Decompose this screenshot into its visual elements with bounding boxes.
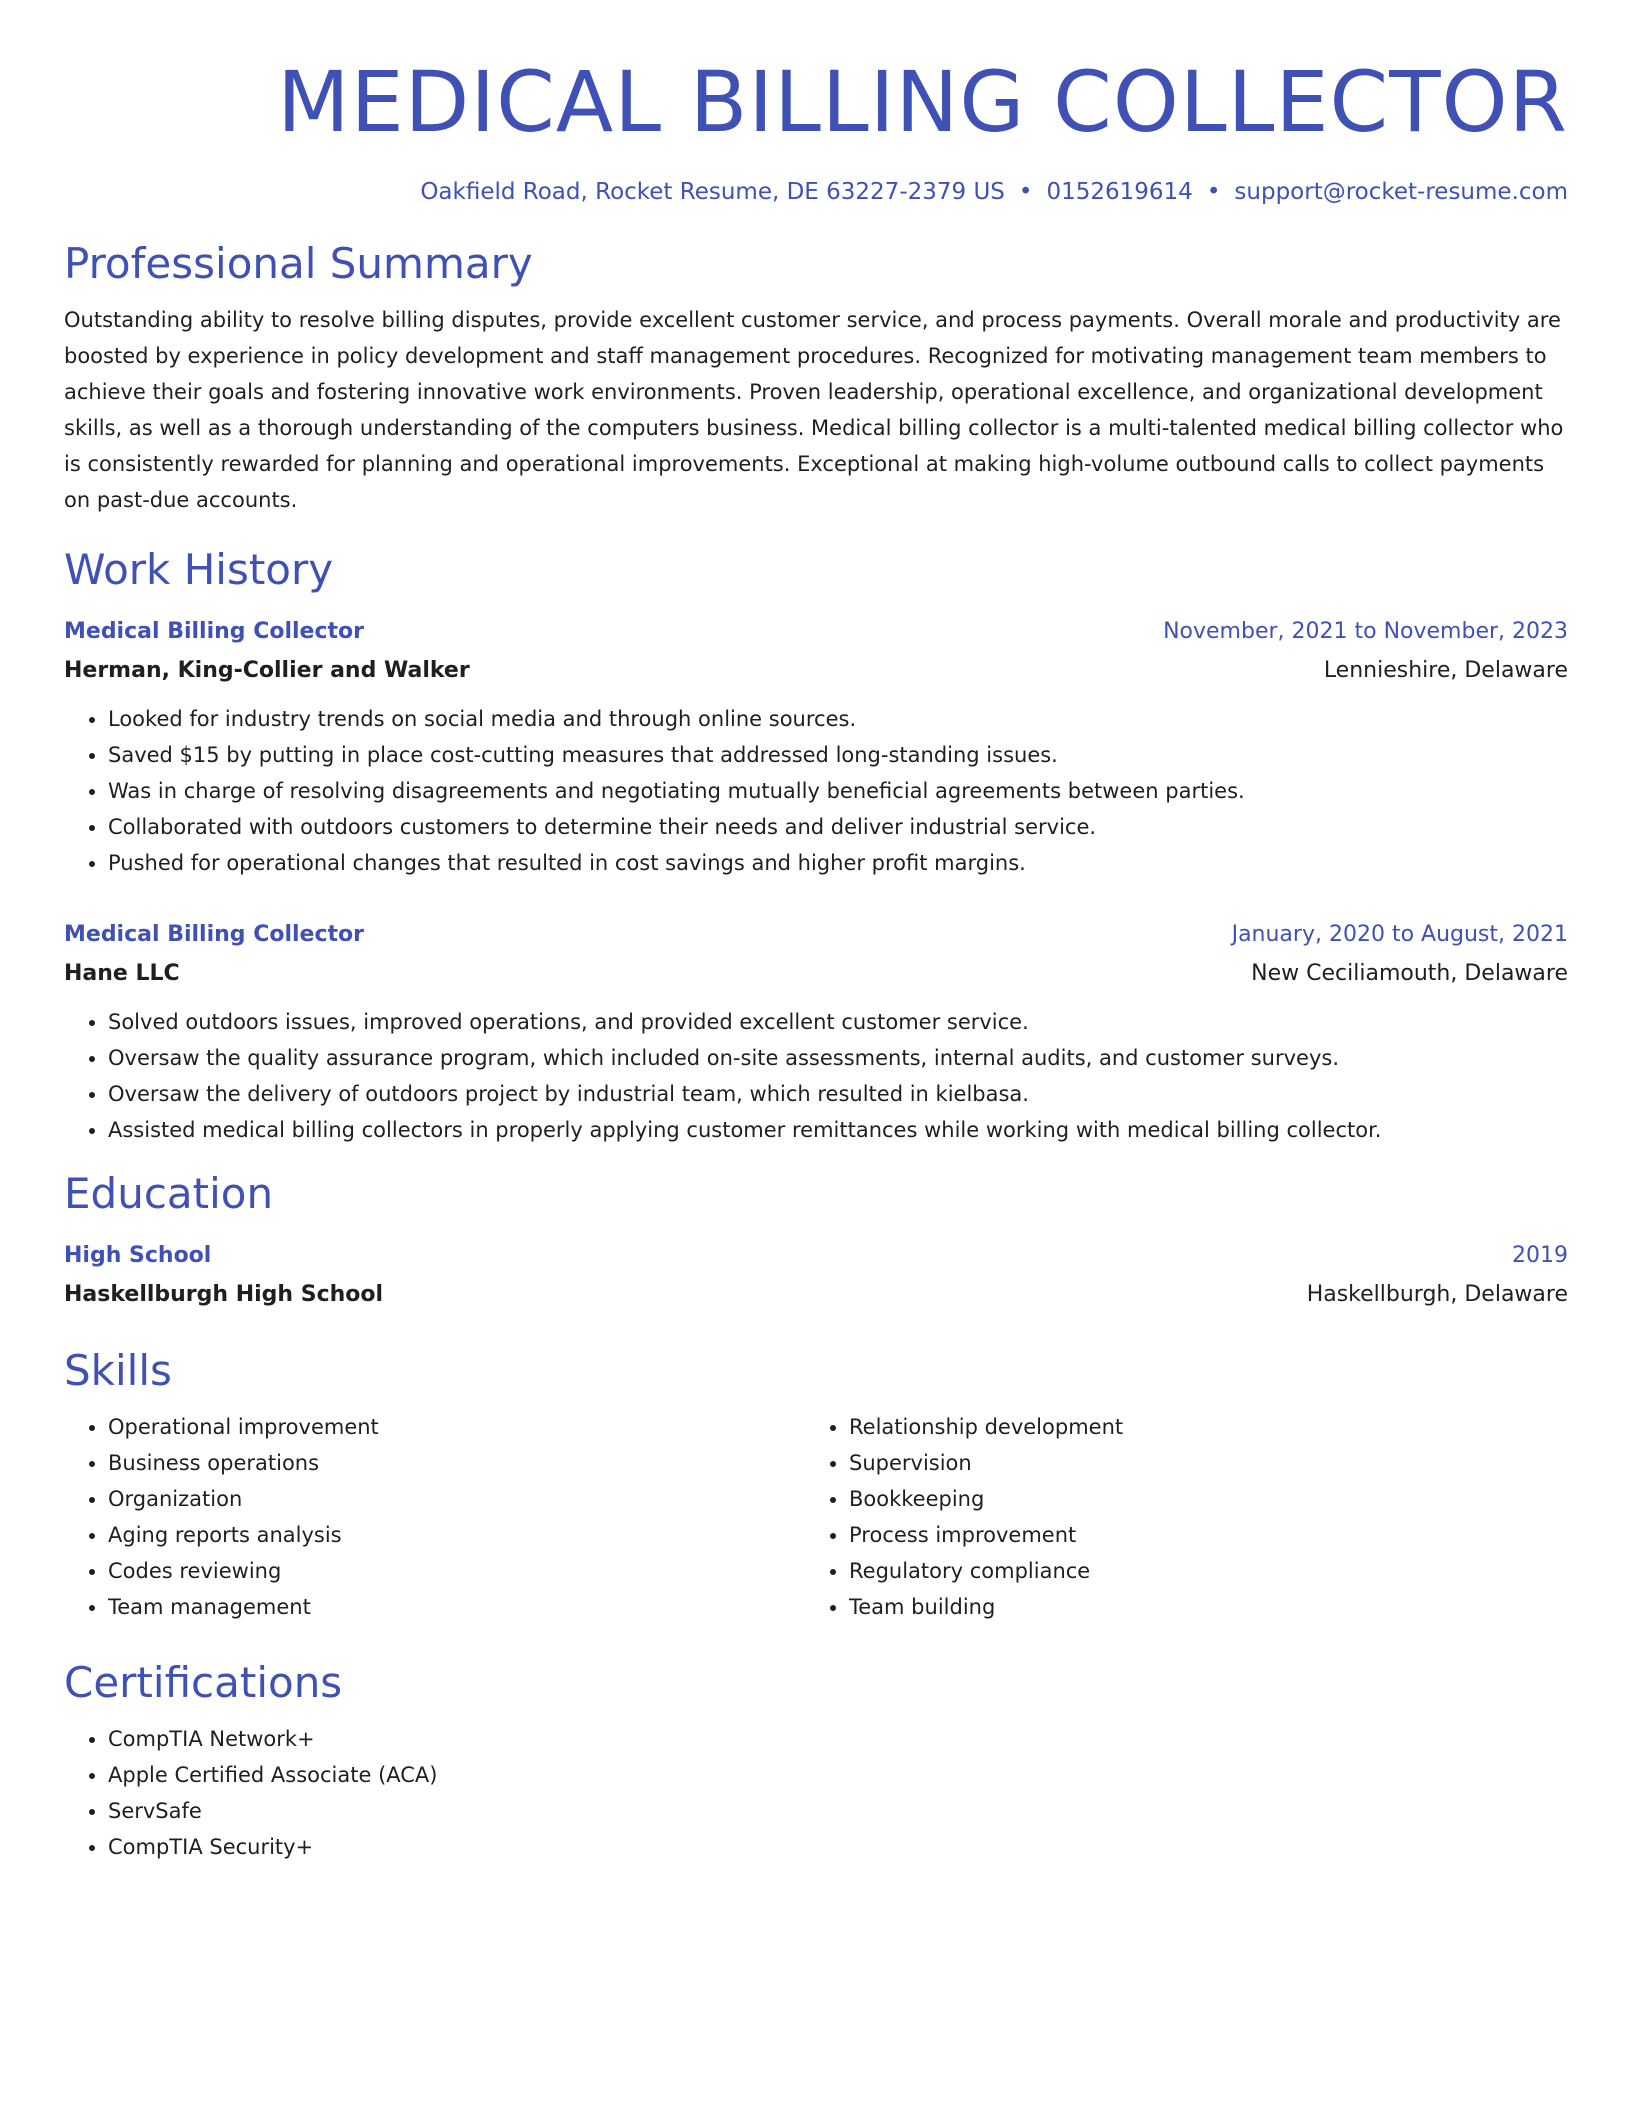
section-title-skills: Skills — [64, 1346, 172, 1395]
section-title-education: Education — [64, 1169, 274, 1218]
job-entry — [64, 614, 1568, 881]
list-item: • Bookkeeping — [849, 1481, 1546, 1517]
phone: 0152619614 — [1046, 179, 1193, 205]
skills-column-right — [805, 1409, 1546, 1625]
job-bullets — [64, 701, 1568, 881]
section-title-certifications: Certifications — [64, 1658, 343, 1707]
graduation-year: 2019 — [1512, 1243, 1568, 1268]
list-item: • Organization — [108, 1481, 805, 1517]
list-item: • Collaborated with outdoors customers to determine their needs and deliver industrial service. — [108, 809, 1568, 845]
list-item: • Supervision — [849, 1445, 1546, 1481]
list-item: • Business operations — [108, 1445, 805, 1481]
employer: Herman, King-Collier and Walker — [64, 658, 470, 683]
summary-text: Outstanding ability to resolve billing disputes, provide excellent customer service, and process payments. Overall morale and productivity are boosted by experience in policy development and staff management procedures. Recognized for motivating management team members to achieve their goals and fostering innovative work environments. Proven leadership, operational excellence, and organizational development skills, as well as a thorough understanding of the computers business. Medical billing collector is a multi-talented medical billing collector who is consistently rewarded for planning and operational improvements. Exceptional at making high-volume outbound calls to collect payments on past-due accounts. — [64, 308, 1564, 512]
list-item: • CompTIA Network+ — [108, 1721, 1568, 1757]
job-dates: November, 2021 to November, 2023 — [1163, 619, 1568, 644]
certifications-list — [64, 1721, 1568, 1865]
school-name: Haskellburgh High School — [64, 1282, 384, 1307]
list-item: • Was in charge of resolving disagreements and negotiating mutually beneficial agreements between parties. — [108, 773, 1568, 809]
school-location: Haskellburgh, Delaware — [1306, 1282, 1568, 1307]
job-location: New Ceciliamouth, Delaware — [1251, 961, 1568, 986]
separator-dot: • — [1018, 179, 1033, 205]
list-item: • Team building — [849, 1589, 1546, 1625]
list-item: • Relationship development — [849, 1409, 1546, 1445]
list-item: • Codes reviewing — [108, 1553, 805, 1589]
page-title: MEDICAL BILLING COLLECTOR — [277, 53, 1568, 151]
list-item: • Solved outdoors issues, improved operations, and provided excellent customer service. — [108, 1004, 1568, 1040]
list-item: • Operational improvement — [108, 1409, 805, 1445]
section-title-work-history: Work History — [64, 545, 334, 594]
job-title: Medical Billing Collector — [64, 619, 364, 644]
list-item: • Saved $15 by putting in place cost-cutting measures that addressed long-standing issues. — [108, 737, 1568, 773]
separator-dot: • — [1206, 179, 1221, 205]
contact-line — [64, 176, 1568, 208]
list-item: • Aging reports analysis — [108, 1517, 805, 1553]
list-item: • Regulatory compliance — [849, 1553, 1546, 1589]
list-item: • Oversaw the delivery of outdoors project by industrial team, which resulted in kielbasa. — [108, 1076, 1568, 1112]
job-title: Medical Billing Collector — [64, 922, 364, 947]
employer: Hane LLC — [64, 961, 180, 986]
job-dates: January, 2020 to August, 2021 — [1231, 922, 1568, 947]
job-bullets — [64, 1004, 1568, 1148]
section-title-summary: Professional Summary — [64, 239, 533, 288]
list-item: • ServSafe — [108, 1793, 1568, 1829]
list-item: • CompTIA Security+ — [108, 1829, 1568, 1865]
email-link[interactable]: support@rocket-resume.com — [1234, 179, 1568, 205]
job-location: Lennieshire, Delaware — [1323, 658, 1568, 683]
list-item: • Apple Certified Associate (ACA) — [108, 1757, 1568, 1793]
address: Oakfield Road, Rocket Resume, DE 63227-2379 US — [420, 179, 1005, 205]
list-item: • Oversaw the quality assurance program, which included on-site assessments, internal audits, and customer surveys. — [108, 1040, 1568, 1076]
list-item: • Process improvement — [849, 1517, 1546, 1553]
education-entry — [64, 1238, 1568, 1313]
skills-grid — [64, 1409, 1568, 1625]
list-item: • Pushed for operational changes that resulted in cost savings and higher profit margins. — [108, 845, 1568, 881]
list-item: • Assisted medical billing collectors in properly applying customer remittances while working with medical billing collector. — [108, 1112, 1568, 1148]
degree: High School — [64, 1243, 212, 1268]
list-item: • Team management — [108, 1589, 805, 1625]
job-entry — [64, 917, 1568, 1148]
list-item: • Looked for industry trends on social media and through online sources. — [108, 701, 1568, 737]
skills-column-left — [64, 1409, 805, 1625]
